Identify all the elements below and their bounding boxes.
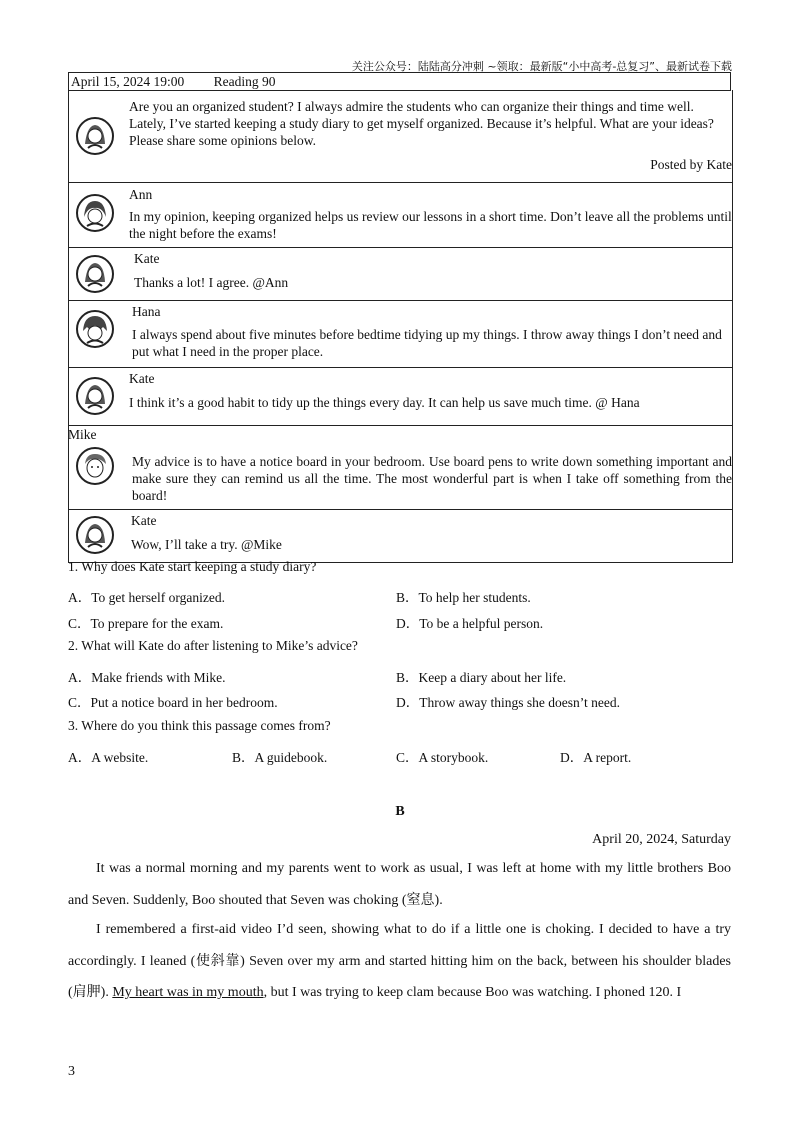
question-3: 3. Where do you think this passage comes from?: [68, 718, 331, 733]
option-2a: A．Make friends with Mike.: [68, 670, 226, 685]
reply-username: Ann: [129, 187, 153, 202]
question-1: 1. Why does Kate start keeping a study diary?: [68, 559, 317, 574]
question-2: 2. What will Kate do after listening to Mike’s advice?: [68, 638, 358, 653]
avatar-mike-icon: [75, 446, 115, 486]
avatar-kate-icon: [75, 515, 115, 555]
reply-text: My advice is to have a notice board in your bedroom. Use board pens to write down something important and make sure they can remind us all the time. The most wonderful part is when I take off something from the board!: [132, 454, 732, 503]
reply-item: [69, 182, 732, 247]
option-3a: A．A website.: [68, 750, 149, 765]
reply-text: Thanks a lot! I agree. @Ann: [134, 275, 289, 290]
opening-post: [69, 90, 732, 182]
posted-by: Posted by Kate: [650, 157, 732, 172]
section-b-paragraph-2: [68, 914, 731, 1009]
forum-thread: [68, 90, 733, 563]
option-1b: B．To help her students.: [396, 590, 531, 605]
avatar-kate-icon: [75, 254, 115, 294]
reply-item: [69, 367, 732, 425]
section-b-title: B: [395, 804, 405, 819]
reply-text: I think it’s a good habit to tidy up the things every day. It can help us save much time. @ Hana: [129, 395, 640, 410]
paragraph-2-end: , but I was trying to keep clam because Boo was watching. I phoned 120. I: [263, 985, 682, 1000]
section-b-date: April 20, 2024, Saturday: [592, 832, 731, 847]
header-note: 关注公众号：陆陆高分冲刺 ~领取：最新版“小中高考-总复习”、最新试卷下载: [351, 60, 732, 73]
option-1a: A．To get herself organized.: [68, 590, 226, 605]
option-1c: C．To prepare for the exam.: [68, 616, 224, 631]
forum-header: [68, 72, 731, 91]
option-2d: D．Throw away things she doesn’t need.: [396, 695, 620, 710]
underlined-phrase: My heart was in my mouth: [112, 985, 264, 1000]
reply-item: [69, 247, 732, 300]
reply-username: Hana: [132, 304, 161, 319]
avatar-ann-icon: [75, 193, 115, 233]
reply-username: Kate: [129, 371, 155, 386]
reply-username: Mike: [68, 427, 97, 442]
reply-text: I always spend about five minutes before bedtime tidying up my things. I throw away things I don’t need and put what I need in the proper place.: [132, 327, 722, 359]
reply-item: [69, 300, 732, 367]
avatar-kate-icon: [75, 376, 115, 416]
post-datetime: April 15, 2024 19:00: [71, 74, 185, 89]
paragraph-2-start: I remembered a first-aid video I’d seen, showing what to do if a little one is choking. I decided to have a try accordingly. I leaned (使斜靠) Seven over my arm and started hitting him on the back, between his shoulder blades (肩胛).: [68, 922, 731, 1000]
option-1d: D．To be a helpful person.: [396, 616, 544, 631]
option-3d: D．A report.: [560, 750, 632, 765]
option-2b: B．Keep a diary about her life.: [396, 670, 567, 685]
reply-text: In my opinion, keeping organized helps us review our lessons in a short time. Don’t leave all the problems until the night before the exams!: [129, 209, 732, 241]
option-2c: C．Put a notice board in her bedroom.: [68, 695, 278, 710]
reply-text: Wow, I’ll take a try. @Mike: [131, 537, 282, 552]
option-3b: B．A guidebook.: [232, 750, 328, 765]
reply-username: Kate: [134, 251, 160, 266]
reply-item: [69, 509, 732, 562]
section-b-paragraph-1: It was a normal morning and my parents went to work as usual, I was left at home with my little brothers Boo and Seven. Suddenly, Boo shouted that Seven was choking (窒息).: [68, 861, 731, 908]
reply-username: Kate: [131, 513, 157, 528]
reading-count: Reading 90: [213, 74, 276, 89]
reply-item: [69, 425, 732, 509]
option-3c: C．A storybook.: [396, 750, 489, 765]
page-number: 3: [68, 1064, 75, 1079]
avatar-hana-icon: [75, 309, 115, 349]
opening-post-text: Are you an organized student? I always admire the students who can organize their things and time well. Lately, I’ve started keeping a study diary to get myself organized. Because it’s helpful. What are your ideas? Please share some opinions below.: [129, 99, 714, 148]
avatar-kate-icon: [75, 116, 115, 156]
